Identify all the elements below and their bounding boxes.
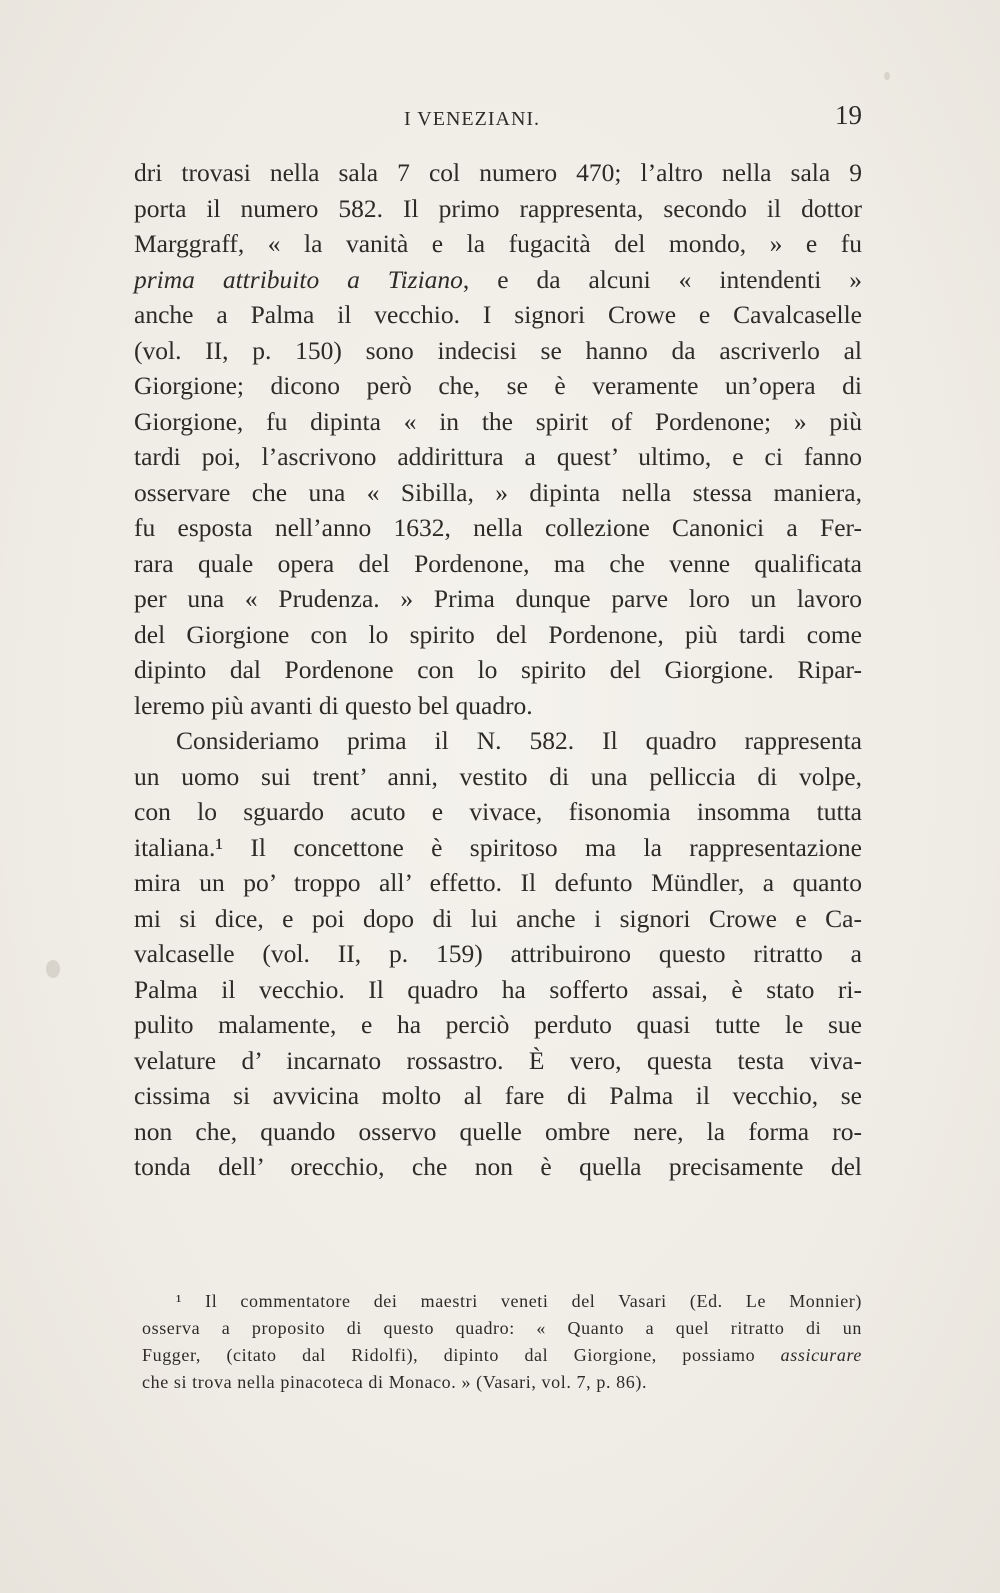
text-line: dri trovasi nella sala 7 col numero 470; l’altro nella sala 9: [134, 158, 862, 187]
text-line: mira un po’ troppo all’ effetto. Il defunto Mündler, a quanto: [134, 868, 862, 897]
footnotes: [142, 1288, 862, 1396]
footnote-line: osserva a proposito di questo quadro: « Quanto a quel ritratto di un: [142, 1318, 862, 1338]
text-line: prima attribuito a Tiziano, e da alcuni « intendenti »: [134, 264, 863, 294]
paper-stain: [884, 72, 890, 80]
text-line: italiana.¹ Il concettone è spiritoso ma la rappresentazione: [134, 832, 862, 862]
text-line: anche a Palma il vecchio. I signori Crowe e Cavalcaselle: [134, 300, 862, 329]
text-line: Consideriamo prima il N. 582. Il quadro rappresenta: [176, 726, 862, 755]
text-line: fu esposta nell’anno 1632, nella collezione Canonici a Fer-: [134, 513, 862, 542]
text-line: dipinto dal Pordenone con lo spirito del Giorgione. Ripar-: [134, 655, 862, 684]
page-number: 19: [835, 100, 862, 130]
text-line: Giorgione, fu dipinta « in the spirit of Pordenone; » più: [134, 406, 862, 436]
text-line: tardi poi, l’ascrivono addirittura a quest’ ultimo, e ci fanno: [134, 442, 862, 471]
text-line: del Giorgione con lo spirito del Pordenone, più tardi come: [134, 619, 862, 649]
paper-stain: [46, 960, 60, 978]
text-line: pulito malamente, e ha perciò perduto quasi tutte le sue: [134, 1010, 862, 1039]
text-line: mi si dice, e poi dopo di lui anche i signori Crowe e Ca-: [134, 903, 862, 933]
footnote-line: che si trova nella pinacoteca di Monaco. » (Vasari, vol. 7, p. 86).: [142, 1372, 648, 1392]
text-line: (vol. II, p. 150) sono indecisi se hanno da ascriverlo al: [134, 335, 862, 365]
text-line: un uomo sui trent’ anni, vestito di una pelliccia di volpe,: [134, 761, 862, 791]
text-line: leremo più avanti di questo bel quadro.: [134, 690, 533, 720]
text-line: Marggraff, « la vanità e la fugacità del mondo, » e fu: [134, 229, 862, 258]
text-line: osservare che una « Sibilla, » dipinta nella stessa maniera,: [134, 477, 862, 507]
text-line: cissima si avvicina molto al fare di Palma il vecchio, se: [134, 1081, 862, 1110]
text-line: valcaselle (vol. II, p. 159) attribuirono questo ritratto a: [134, 939, 862, 968]
text-line: porta il numero 582. Il primo rappresenta, secondo il dottor: [134, 193, 862, 223]
running-title: I VENEZIANI.: [404, 108, 541, 130]
text-line: tonda dell’ orecchio, che non è quella precisamente del: [134, 1152, 862, 1181]
text-line: per una « Prudenza. » Prima dunque parve loro un lavoro: [134, 584, 862, 613]
text-line: velature d’ incarnato rossastro. È vero, questa testa viva-: [134, 1045, 862, 1075]
text-line: Palma il vecchio. Il quadro ha sofferto assai, è stato ri-: [134, 974, 862, 1004]
footnote-line: Fugger, (citato dal Ridolfi), dipinto dal Giorgione, possiamo assicurare: [142, 1345, 862, 1365]
text-line: rara quale opera del Pordenone, ma che venne qualificata: [134, 548, 862, 578]
footnote-line: ¹ Il commentatore dei maestri veneti del Vasari (Ed. Le Monnier): [176, 1291, 862, 1311]
text-line: non che, quando osservo quelle ombre nere, la forma ro-: [134, 1116, 862, 1146]
text-line: Giorgione; dicono però che, se è veramente un’opera di: [134, 371, 862, 400]
text-line: con lo sguardo acuto e vivace, fisonomia insomma tutta: [134, 797, 862, 826]
page-header: [134, 100, 862, 140]
body-text: [134, 155, 862, 1185]
